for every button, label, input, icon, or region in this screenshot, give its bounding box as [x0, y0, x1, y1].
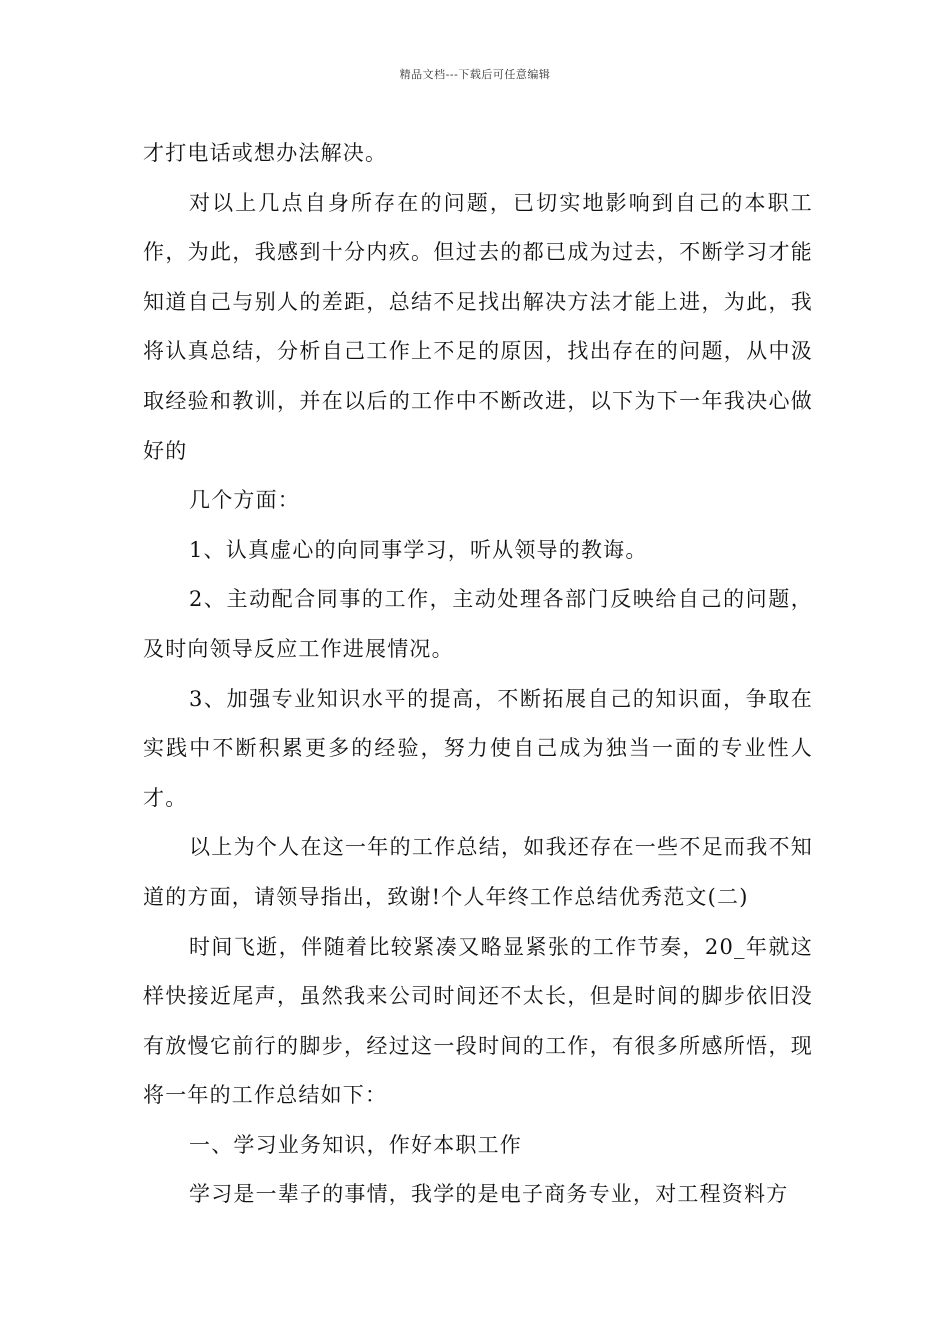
list-item-3: 3、加强专业知识水平的提高，不断拓展自己的知识面，争取在实践中不断积累更多的经验，努力使自己成为独当一面的专业性人才。 — [143, 686, 813, 810]
paragraph-learning: 学习是一辈子的事情，我学的是电子商务专业，对工程资料方 — [189, 1182, 789, 1207]
page-header: 精品文档---下载后可任意编辑 — [399, 68, 551, 81]
section-heading-1: 一、学习业务知识，作好本职工作 — [189, 1132, 522, 1157]
paragraph-aspects-intro: 几个方面： — [189, 488, 300, 513]
paragraph-reflection: 对以上几点自身所存在的问题，已切实地影响到自己的本职工作，为此，我感到十分内疚。但过去的都已成为过去，不断学习才能知道自己与别人的差距，总结不足找出解决方法才能上进，为此，我将认真总结，分析自己工作上不足的原因，找出存在的问题，从中汲取经验和教训，并在以后的工作中不断改进，以下为下一年我决心做好的 — [143, 190, 813, 463]
document-body — [143, 129, 813, 1220]
paragraph-conclusion: 以上为个人在这一年的工作总结，如我还存在一些不足而我不知道的方面，请领导指出，致谢!个人年终工作总结优秀范文(二) — [143, 835, 813, 909]
paragraph-continuation: 才打电话或想办法解决。 — [143, 141, 388, 165]
list-item-1: 1、认真虚心的向同事学习，听从领导的教诲。 — [189, 537, 648, 562]
paragraph-time-flies: 时间飞逝，伴随着比较紧凑又略显紧张的工作节奏，20_年就这样快接近尾声，虽然我来公司时间还不太长，但是时间的脚步依旧没有放慢它前行的脚步，经过这一段时间的工作，有很多所感所悟，现将一年的工作总结如下： — [143, 934, 813, 1108]
list-item-2: 2、主动配合同事的工作，主动处理各部门反映给自己的问题，及时向领导反应工作进展情况。 — [143, 587, 813, 661]
